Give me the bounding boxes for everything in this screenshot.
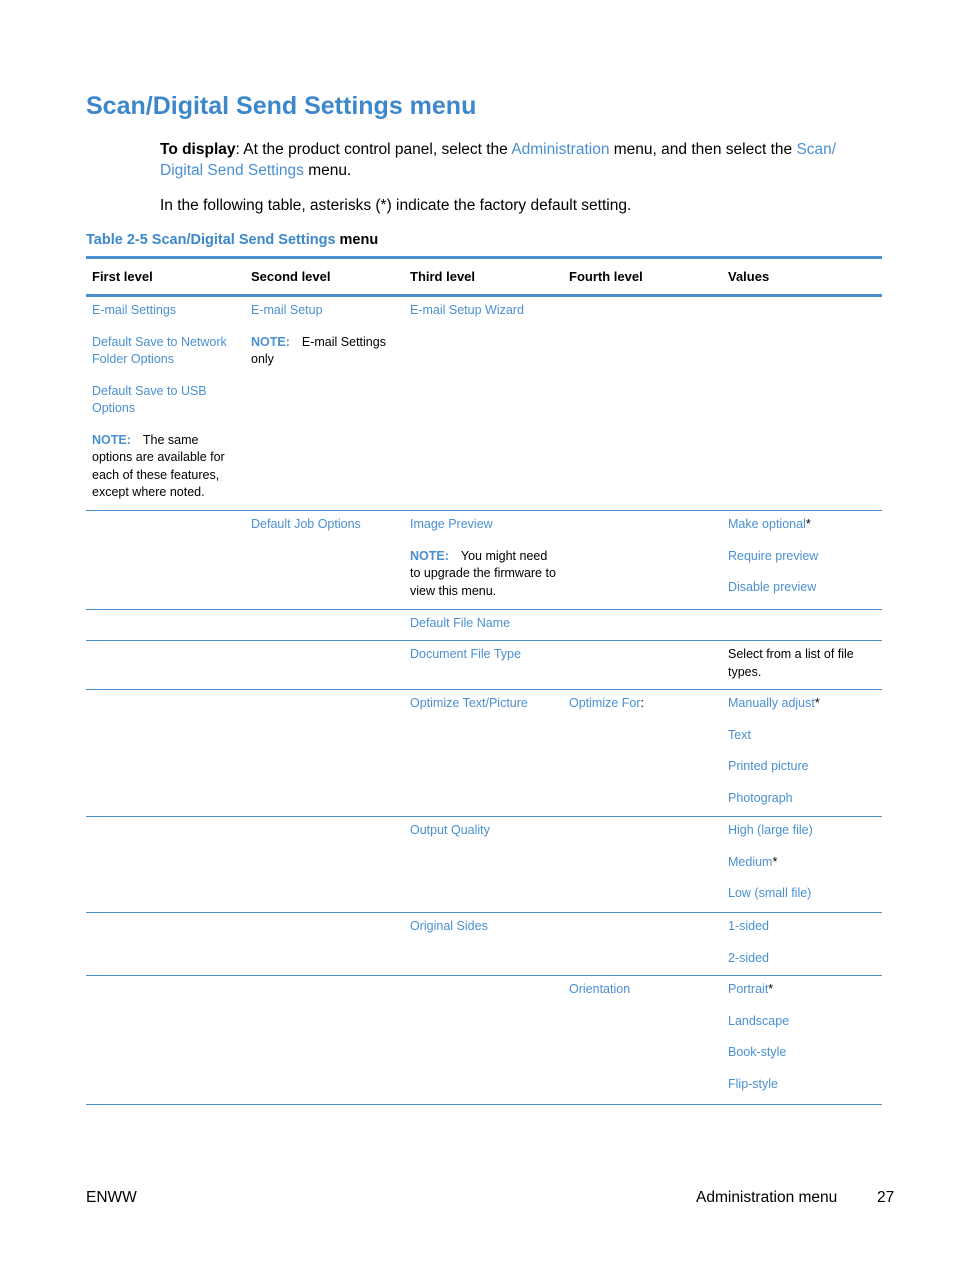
header-values: Values	[722, 258, 882, 296]
one-sided-value[interactable]: 1-sided	[728, 919, 769, 933]
table-row	[86, 976, 882, 1105]
optimize-for-label	[569, 695, 716, 713]
value-option	[728, 695, 876, 713]
administration-link[interactable]: Administration	[511, 141, 610, 158]
first-level-cell	[86, 296, 245, 511]
orientation-item[interactable]: Orientation	[569, 982, 631, 996]
second-level-cell	[245, 610, 404, 641]
save-to-usb-item[interactable]: Default Save to USB Options	[92, 383, 207, 415]
table-caption	[86, 232, 378, 248]
values-cell	[722, 817, 882, 913]
email-setup-item[interactable]: E-mail Setup	[251, 303, 323, 317]
text-value[interactable]: Text	[728, 727, 751, 742]
default-asterisk: *	[772, 854, 778, 869]
book-style-value[interactable]: Book-style	[728, 1045, 787, 1059]
first-level-cell	[86, 913, 245, 976]
settings-table	[86, 256, 882, 1105]
document-file-type-item[interactable]: Document File Type	[410, 647, 521, 661]
landscape-value[interactable]: Landscape	[728, 1013, 790, 1028]
values-cell	[722, 610, 882, 641]
values-cell	[722, 296, 882, 511]
table-header-row	[86, 258, 882, 296]
asterisk-legend: In the following table, asterisks (*) indicate the factory default setting.	[160, 197, 632, 214]
manually-adjust-value[interactable]: Manually adjust	[728, 696, 815, 710]
note-text: E-mail Settings only	[251, 334, 386, 366]
third-level-cell	[404, 913, 563, 976]
fourth-level-cell	[563, 913, 722, 976]
flip-style-value[interactable]: Flip-style	[728, 1076, 779, 1091]
output-quality-item[interactable]: Output Quality	[410, 823, 490, 837]
two-sided-value[interactable]: 2-sided	[728, 950, 769, 965]
file-types-value: Select from a list of file types.	[728, 647, 854, 679]
second-level-cell	[245, 296, 404, 511]
header-second-level: Second level	[245, 258, 404, 296]
values-cell	[722, 976, 882, 1105]
header-third-level: Third level	[404, 258, 563, 296]
third-level-cell	[404, 976, 563, 1105]
note-label: NOTE:	[410, 548, 449, 563]
original-sides-item[interactable]: Original Sides	[410, 919, 488, 933]
intro-text-2: menu, and then select the	[609, 141, 797, 158]
footer-enww: ENWW	[86, 1189, 137, 1206]
fourth-level-cell	[563, 976, 722, 1105]
email-setup-wizard-item[interactable]: E-mail Setup Wizard	[410, 303, 524, 317]
fourth-level-cell	[563, 511, 722, 610]
require-preview-value[interactable]: Require preview	[728, 548, 819, 563]
values-cell	[722, 641, 882, 690]
second-level-cell	[245, 641, 404, 690]
make-optional-value[interactable]: Make optional	[728, 517, 806, 531]
first-level-cell	[86, 690, 245, 817]
portrait-value[interactable]: Portrait	[728, 982, 769, 996]
third-level-cell	[404, 690, 563, 817]
value-option	[728, 516, 876, 534]
page-number: 27	[877, 1189, 895, 1206]
fourth-level-cell	[563, 690, 722, 817]
table-row	[86, 690, 882, 817]
intro-text-3: menu.	[303, 162, 352, 179]
note-label: NOTE:	[92, 432, 131, 447]
note	[251, 334, 398, 369]
value-option	[728, 854, 876, 872]
values-cell	[722, 511, 882, 610]
default-job-options-item[interactable]: Default Job Options	[251, 517, 361, 531]
image-preview-item[interactable]: Image Preview	[410, 517, 493, 531]
fourth-level-cell	[563, 817, 722, 913]
colon: :	[640, 696, 645, 710]
fourth-level-cell	[563, 641, 722, 690]
optimize-for-item[interactable]: Optimize For	[569, 696, 641, 710]
first-level-cell	[86, 641, 245, 690]
table-row	[86, 296, 882, 511]
scan-digital-send-settings-link[interactable]: Scan/ Digital Send Settings	[160, 141, 837, 179]
first-level-cell	[86, 817, 245, 913]
first-level-cell	[86, 976, 245, 1105]
display-instructions	[160, 139, 870, 181]
table-row	[86, 610, 882, 641]
table-caption-title: Table 2-5 Scan/Digital Send Settings	[86, 232, 336, 248]
note	[92, 432, 239, 502]
note-text: The same options are available for each of these features, except where noted.	[92, 432, 225, 499]
table-row	[86, 817, 882, 913]
values-cell	[722, 690, 882, 817]
third-level-cell	[404, 610, 563, 641]
note	[410, 548, 557, 601]
values-cell	[722, 913, 882, 976]
first-level-cell	[86, 511, 245, 610]
fourth-level-cell	[563, 296, 722, 511]
to-display-label: To display	[160, 141, 236, 158]
photograph-value[interactable]: Photograph	[728, 790, 793, 805]
disable-preview-value[interactable]: Disable preview	[728, 580, 817, 594]
third-level-cell	[404, 511, 563, 610]
medium-value[interactable]: Medium	[728, 854, 773, 869]
second-level-cell	[245, 976, 404, 1105]
note-label: NOTE:	[251, 334, 290, 349]
low-small-file-value[interactable]: Low (small file)	[728, 886, 812, 900]
value-option	[728, 981, 876, 999]
optimize-text-picture-item[interactable]: Optimize Text/Picture	[410, 696, 528, 710]
table-caption-suffix: menu	[335, 232, 379, 248]
table-row	[86, 641, 882, 690]
high-large-file-value[interactable]: High (large file)	[728, 823, 813, 837]
third-level-cell	[404, 641, 563, 690]
note-text: You might need to upgrade the firmware to view this menu.	[410, 548, 556, 598]
table-row	[86, 511, 882, 610]
second-level-cell	[245, 690, 404, 817]
default-asterisk: *	[805, 517, 811, 531]
fourth-level-cell	[563, 610, 722, 641]
header-fourth-level: Fourth level	[563, 258, 722, 296]
footer-section-name: Administration menu	[696, 1189, 838, 1206]
email-settings-item[interactable]: E-mail Settings	[92, 303, 177, 317]
third-level-cell	[404, 296, 563, 511]
third-level-cell	[404, 817, 563, 913]
intro-text-1: : At the product control panel, select the	[235, 141, 512, 158]
first-level-cell	[86, 610, 245, 641]
header-first-level: First level	[86, 258, 245, 296]
default-file-name-item[interactable]: Default File Name	[410, 616, 511, 630]
save-to-network-folder-item[interactable]: Default Save to Network Folder Options	[92, 334, 227, 366]
default-asterisk: *	[814, 696, 820, 710]
page-title: Scan/Digital Send Settings menu	[86, 92, 477, 120]
second-level-cell	[245, 511, 404, 610]
table-row	[86, 913, 882, 976]
default-asterisk: *	[768, 982, 774, 996]
second-level-cell	[245, 913, 404, 976]
second-level-cell	[245, 817, 404, 913]
printed-picture-value[interactable]: Printed picture	[728, 759, 809, 773]
